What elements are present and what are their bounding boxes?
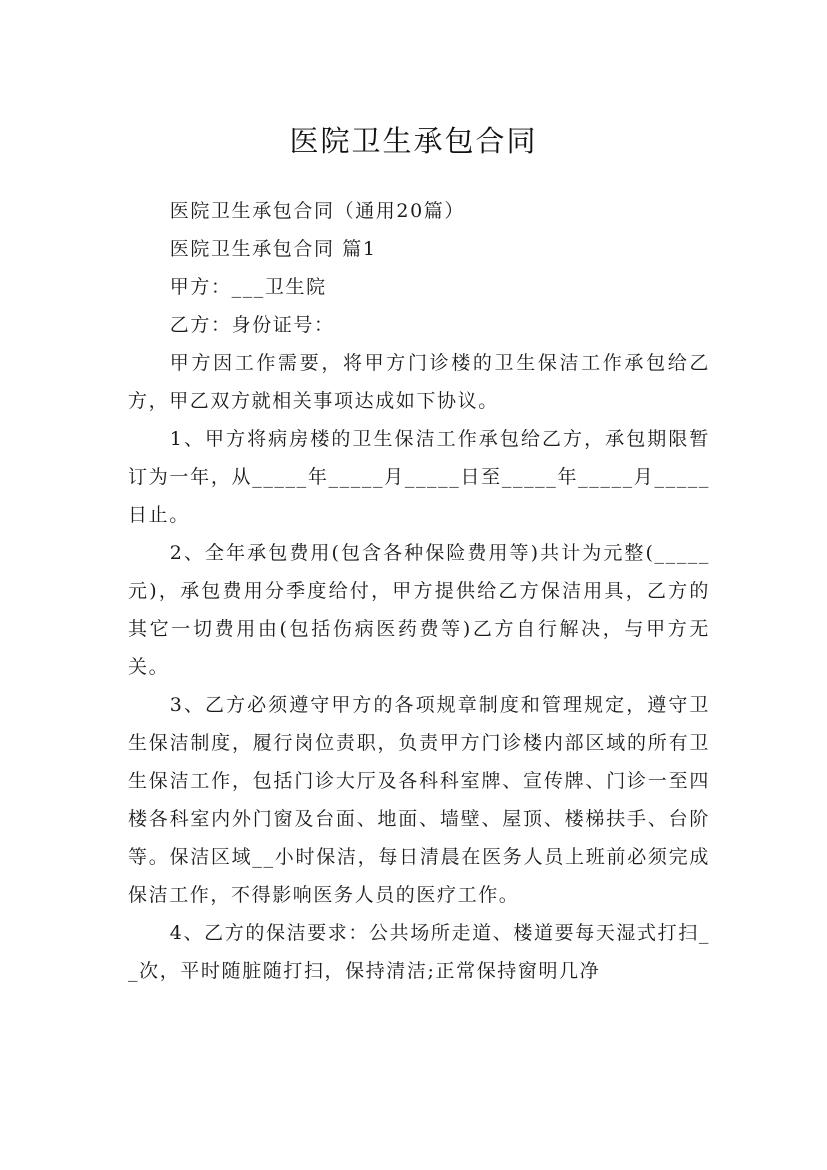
section-heading: 医院卫生承包合同 篇1 (169, 238, 377, 260)
clause-1: 1、甲方将病房楼的卫生保洁工作承包给乙方，承包期限暂订为一年，从_____年_____月_____日至_____年_____月_____日止。 (128, 428, 710, 526)
party-b-line: 乙方：身份证号： (169, 314, 335, 336)
preamble-paragraph: 甲方因工作需要，将甲方门诊楼的卫生保洁工作承包给乙方，甲乙双方就相关事项达成如下协议。 (128, 352, 710, 412)
document-title: 医院卫生承包合同 (289, 124, 538, 159)
clause-2: 2、全年承包费用(包含各种保险费用等)共计为元整(_____元)，承包费用分季度给付，甲方提供给乙方保洁用具，乙方的其它一切费用由(包括伤病医药费等)乙方自行解决，与甲方无关。 (128, 542, 710, 678)
subtitle-paragraph: 医院卫生承包合同（通用20篇） (169, 200, 465, 222)
clause-3: 3、乙方必须遵守甲方的各项规章制度和管理规定，遵守卫生保洁制度，履行岗位责职，负责甲方门诊楼内部区域的所有卫生保洁工作，包括门诊大厅及各科科室牌、宣传牌、门诊一至四楼各科室内外门窗及台面、地面、墙壁、屋顶、楼梯扶手、台阶等。保洁区域__小时保洁，每日清晨在医务人员上班前必须完成保洁工作，不得影响医务人员的医疗工作。 (128, 694, 710, 906)
clause-4: 4、乙方的保洁要求：公共场所走道、楼道要每天湿式打扫__次，平时随脏随打扫，保持清洁;正常保持窗明几净 (128, 922, 710, 982)
party-a-line: 甲方：___卫生院 (169, 276, 327, 298)
document-body (128, 192, 710, 990)
